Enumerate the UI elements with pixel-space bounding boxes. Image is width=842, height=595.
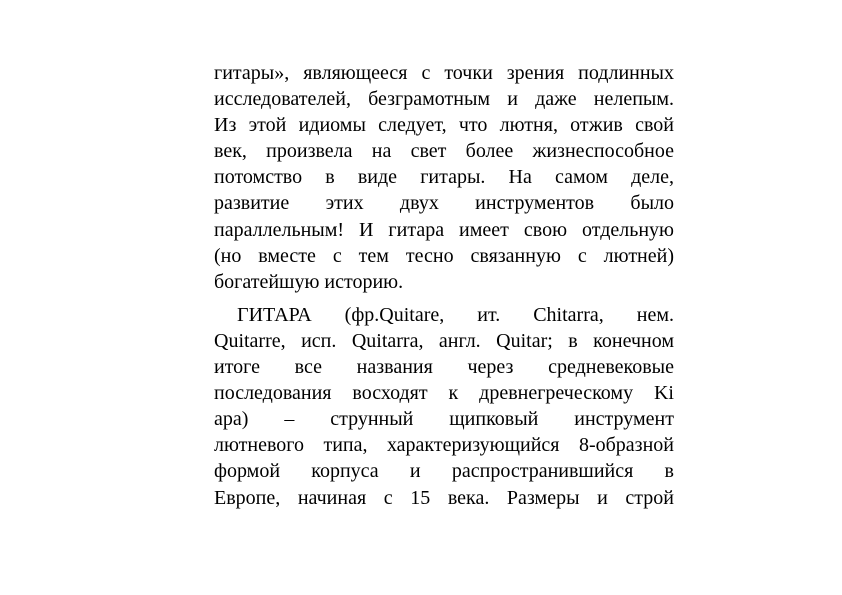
text-line: Европе, начиная с 15 века. Размеры и строй (214, 486, 674, 509)
text-line: век, произвела на свет более жизнеспособное (214, 140, 674, 163)
text-line: ГИТАРА (фр.Quitare, ит. Chitarra, нем. (237, 303, 674, 326)
text-line: последования восходят к древнегреческому Ki (214, 382, 674, 405)
text-line: формой корпуса и распространившийся в (214, 460, 674, 483)
text-line: гитары», являющееся с точки зрения подлинных (214, 62, 674, 84)
text-line: Из этой идиомы следует, что лютня, отжив свой (214, 114, 674, 137)
text-line: Quitarre, исп. Quitarra, англ. Quitar; в конечном (214, 329, 674, 352)
text-line: (но вместе с тем тесно связанную с лютней) (214, 244, 674, 267)
text-line: богатейшую историю. (214, 270, 404, 293)
paragraph-gap (214, 295, 674, 302)
paragraph-2 (214, 302, 674, 511)
text-line: apa) – струнный щипковый инструмент (214, 408, 674, 431)
text-line: потомство в виде гитары. На самом деле, (214, 166, 674, 189)
text-column (214, 60, 674, 511)
text-line: развитие этих двух инструментов было (214, 192, 674, 215)
text-line: лютневого типа, характеризующийся 8-образной (214, 434, 674, 457)
paragraph-1 (214, 60, 674, 295)
text-line: исследователей, безграмотным и даже нелепым. (214, 88, 674, 111)
text-line: итоге все названия через средневековые (214, 356, 674, 379)
text-line: параллельным! И гитара имеет свою отдельную (214, 218, 674, 241)
